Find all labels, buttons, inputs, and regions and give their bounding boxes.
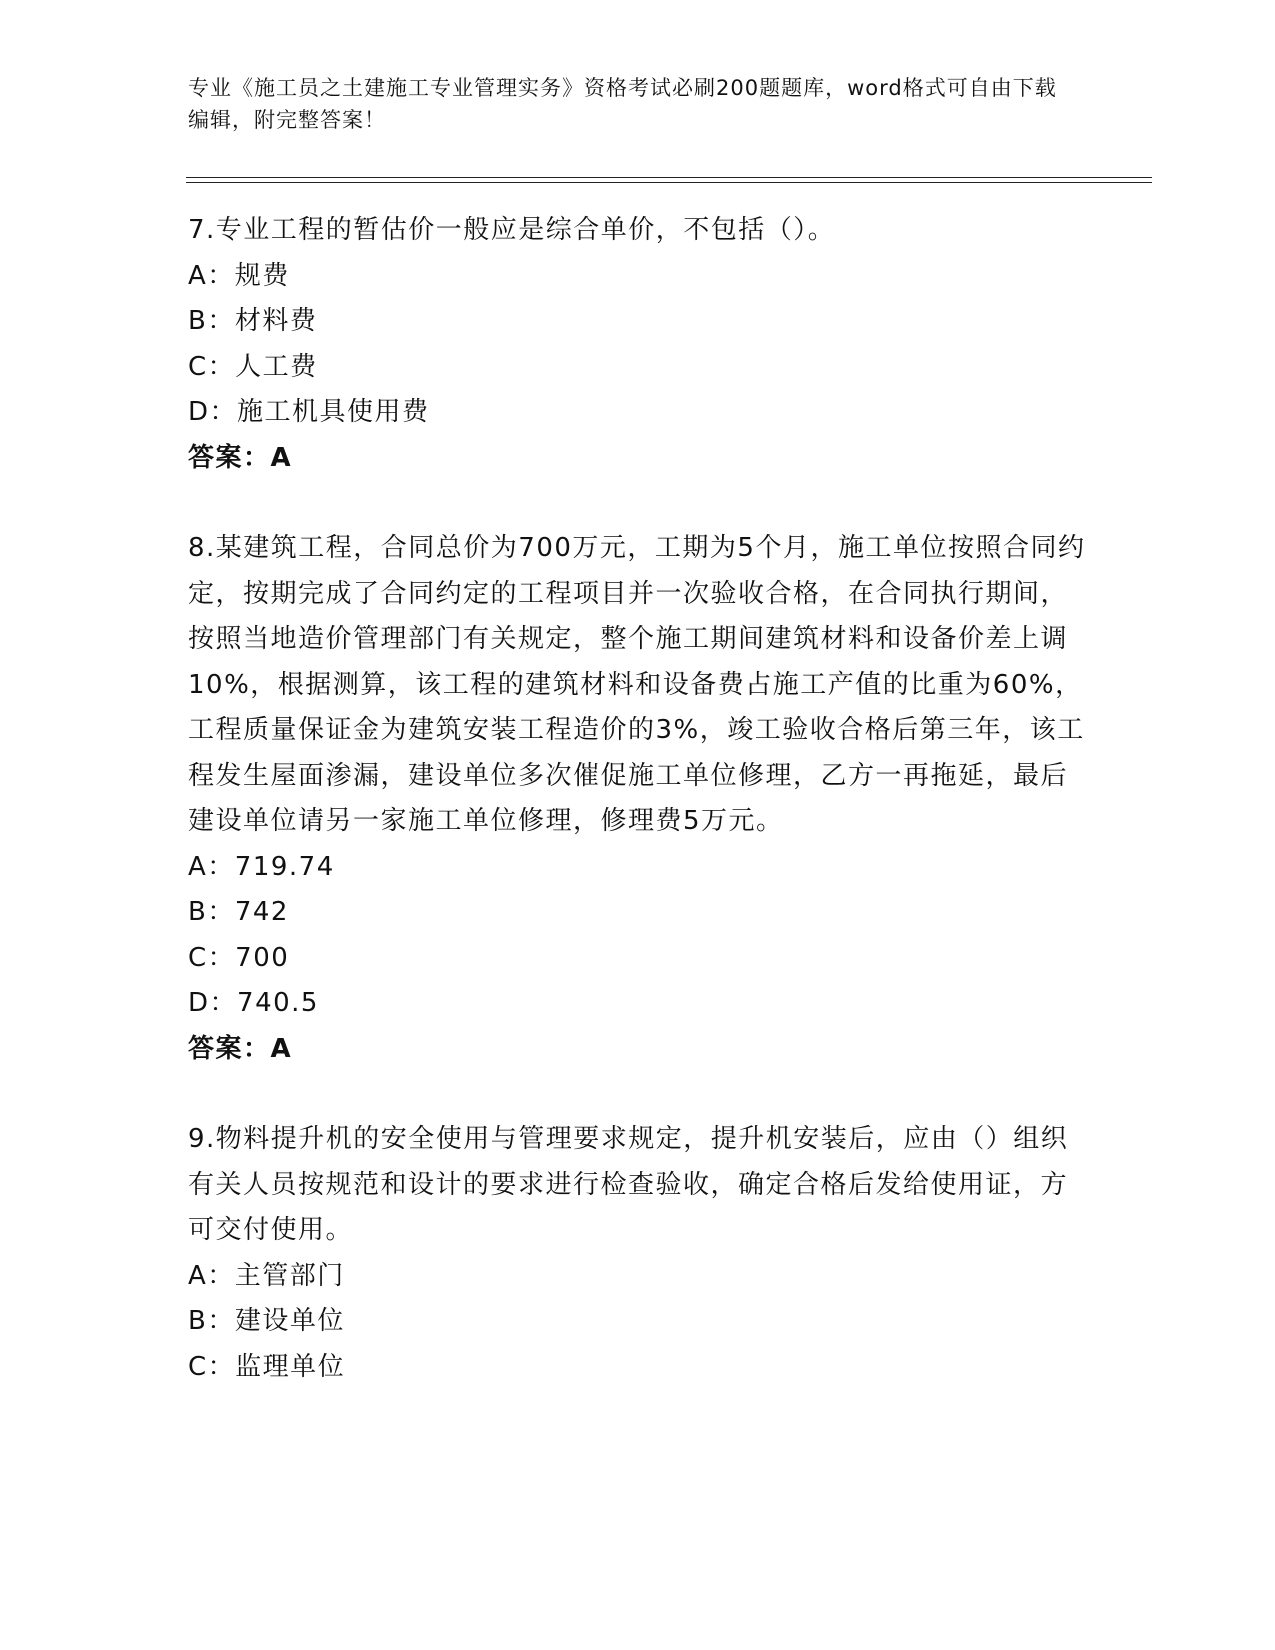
option-a: A：主管部门 bbox=[188, 1260, 345, 1291]
answer: 答案：A bbox=[188, 1033, 293, 1064]
question-9 bbox=[188, 1117, 1088, 1390]
question-8 bbox=[188, 526, 1088, 1072]
question-7 bbox=[188, 208, 1088, 481]
option-b: B：材料费 bbox=[188, 306, 318, 336]
option-c: C：人工费 bbox=[188, 351, 318, 382]
header-divider-top bbox=[186, 177, 1152, 178]
header-divider-bottom bbox=[186, 182, 1152, 183]
option-b: B：742 bbox=[188, 897, 289, 927]
option-a: A：规费 bbox=[188, 260, 290, 291]
question-stem: 7.专业工程的暂估价一般应是综合单价，不包括（）。 bbox=[188, 215, 836, 245]
question-spacer bbox=[188, 481, 1088, 526]
question-stem: 9.物料提升机的安全使用与管理要求规定，提升机安装后，应由（）组织有关人员按规范和设计的要求进行检查验收，确定合格后发给使用证，方可交付使用。 bbox=[188, 1124, 1069, 1245]
option-b: B：建设单位 bbox=[188, 1306, 345, 1336]
question-spacer bbox=[188, 1072, 1088, 1117]
question-list bbox=[188, 208, 1088, 1390]
question-stem: 8.某建筑工程，合同总价为700万元，工期为5个月，施工单位按照合同约定，按期完成了合同约定的工程项目并一次验收合格，在合同执行期间，按照当地造价管理部门有关规定，整个施工期间建筑材料和设备价差上调10%，根据测算，该工程的建筑材料和设备费占施工产值的比重为60%，工程质量保证金为建筑安装工程造价的3%，竣工验收合格后第三年，该工程发生屋面渗漏，建设单位多次催促施工单位修理，乙方一再拖延，最后建设单位请另一家施工单位修理，修理费5万元。 bbox=[188, 533, 1086, 836]
option-d: D：740.5 bbox=[188, 988, 319, 1018]
document-header: 专业《施工员之土建施工专业管理实务》资格考试必刷200题题库，word格式可自由下载编辑，附完整答案！ bbox=[188, 76, 1057, 132]
option-c: C：700 bbox=[188, 942, 290, 973]
option-d: D：施工机具使用费 bbox=[188, 397, 430, 427]
option-a: A：719.74 bbox=[188, 851, 335, 882]
answer: 答案：A bbox=[188, 442, 293, 473]
option-c: C：监理单位 bbox=[188, 1351, 346, 1382]
